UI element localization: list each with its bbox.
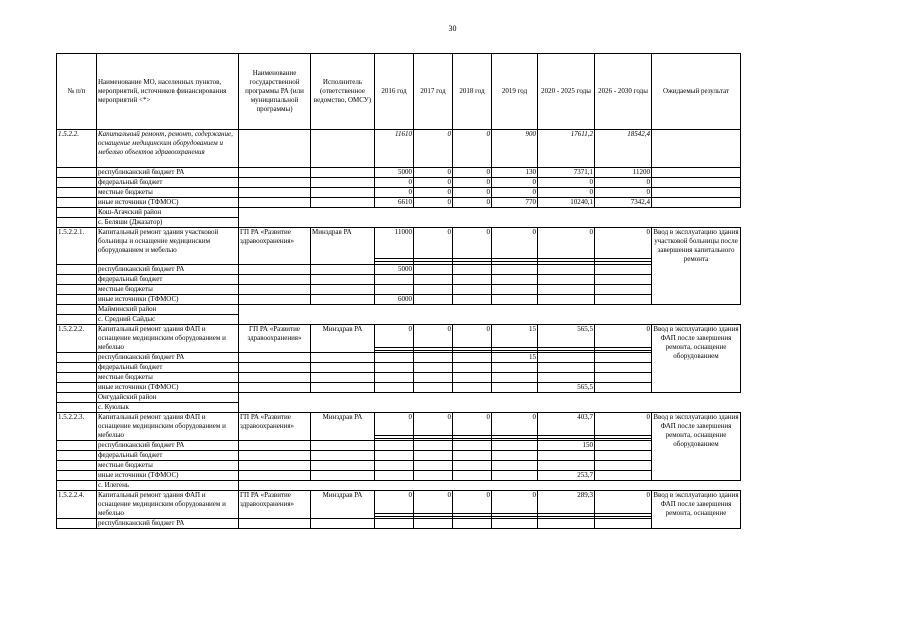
source-label: федеральный бюджет bbox=[97, 451, 239, 461]
source-label: местные бюджеты bbox=[97, 461, 239, 471]
page-number: 30 bbox=[448, 24, 457, 33]
table-row bbox=[57, 285, 741, 295]
table-row bbox=[57, 373, 741, 383]
value-cell: 0 bbox=[595, 228, 652, 259]
header-row bbox=[57, 54, 741, 130]
value-cell: 0 bbox=[453, 178, 492, 188]
district-label: Онгудайский район bbox=[97, 393, 239, 403]
value-cell: 0 bbox=[595, 178, 652, 188]
executor-cell: Минздрав РА bbox=[311, 491, 375, 519]
value-cell: 17611,2 bbox=[538, 130, 595, 168]
district-row bbox=[57, 208, 741, 218]
executor-cell: Минздрав РА bbox=[311, 228, 375, 265]
table-row bbox=[57, 228, 741, 259]
village-row bbox=[57, 481, 741, 491]
table-row bbox=[57, 130, 741, 168]
source-label: местные бюджеты bbox=[97, 285, 239, 295]
header-2026-2030: 2026 - 2030 годы bbox=[595, 54, 652, 130]
value-cell: 0 bbox=[453, 168, 492, 178]
row-name: Капитальный ремонт, ремонт, содержание, оснащение медицинским оборудованием и мебелью объектов здравоохранения bbox=[97, 130, 239, 168]
value-cell: 10240,1 bbox=[538, 198, 595, 208]
row-num: 1.5.2.2. bbox=[57, 130, 97, 168]
program-cell: ГП РА «Развитие здравоохранения» bbox=[239, 325, 311, 353]
table-row bbox=[57, 178, 741, 188]
source-label: иные источники (ТФМОС) bbox=[97, 471, 239, 481]
value-cell: 565,5 bbox=[538, 325, 595, 348]
program-cell: ГП РА «Развитие здравоохранения» bbox=[239, 491, 311, 519]
source-label: местные бюджеты bbox=[97, 373, 239, 383]
table-row bbox=[57, 441, 741, 451]
source-label: республиканский бюджет РА bbox=[97, 519, 239, 529]
value-cell: 5000 bbox=[375, 265, 414, 275]
value-cell: 6610 bbox=[375, 198, 414, 208]
result-cell: Ввод в эксплуатацию здания ФАП после завершения ремонта, оснащение bbox=[652, 491, 741, 529]
source-label: республиканский бюджет РА bbox=[97, 441, 239, 451]
table-row bbox=[57, 275, 741, 285]
value-cell: 289,3 bbox=[538, 491, 595, 514]
value-cell: 0 bbox=[375, 413, 414, 436]
value-cell: 0 bbox=[453, 188, 492, 198]
value-cell: 0 bbox=[375, 178, 414, 188]
header-2017: 2017 год bbox=[414, 54, 453, 130]
header-2019: 2019 год bbox=[492, 54, 538, 130]
value-cell: 18542,4 bbox=[595, 130, 652, 168]
table-row bbox=[57, 168, 741, 178]
district-label: Кош-Агачский район bbox=[97, 208, 239, 218]
value-cell: 565,5 bbox=[538, 383, 595, 393]
value-cell: 0 bbox=[414, 198, 453, 208]
value-cell: 253,7 bbox=[538, 471, 595, 481]
value-cell: 0 bbox=[492, 188, 538, 198]
header-2018: 2018 год bbox=[453, 54, 492, 130]
table-row bbox=[57, 265, 741, 275]
village-row bbox=[57, 315, 741, 325]
value-cell: 0 bbox=[453, 413, 492, 436]
table-row bbox=[57, 325, 741, 348]
value-cell: 0 bbox=[492, 228, 538, 259]
source-label: республиканский бюджет РА bbox=[97, 168, 239, 178]
program-cell: ГП РА «Развитие здравоохранения» bbox=[239, 413, 311, 441]
value-cell: 0 bbox=[375, 188, 414, 198]
executor-cell: Минздрав РА bbox=[311, 413, 375, 441]
table-row bbox=[57, 519, 741, 529]
value-cell: 0 bbox=[538, 228, 595, 259]
value-cell: 150 bbox=[538, 441, 595, 451]
value-cell: 0 bbox=[414, 228, 453, 259]
source-label: республиканский бюджет РА bbox=[97, 265, 239, 275]
header-program: Наименование государственной программы РА (или муниципальной программы) bbox=[239, 54, 311, 130]
source-label: местные бюджеты bbox=[97, 188, 239, 198]
value-cell: 11610 bbox=[375, 130, 414, 168]
source-label: федеральный бюджет bbox=[97, 275, 239, 285]
value-cell: 0 bbox=[414, 130, 453, 168]
village-label: с. Беляши (Джазатор) bbox=[97, 218, 239, 228]
program-table bbox=[56, 53, 741, 529]
table-row bbox=[57, 363, 741, 373]
value-cell: 0 bbox=[595, 491, 652, 514]
value-cell: 0 bbox=[453, 130, 492, 168]
table-row bbox=[57, 471, 741, 481]
row-name: Капитальный ремонт здания участковой больницы и оснащение медицинским оборудованием и мебелью bbox=[97, 228, 239, 265]
table-row bbox=[57, 383, 741, 393]
village-label: с. Илегень bbox=[97, 481, 239, 491]
value-cell: 0 bbox=[453, 198, 492, 208]
value-cell: 15 bbox=[492, 325, 538, 348]
value-cell: 7371,1 bbox=[538, 168, 595, 178]
district-row bbox=[57, 393, 741, 403]
source-label: республиканский бюджет РА bbox=[97, 353, 239, 363]
value-cell: 0 bbox=[414, 491, 453, 514]
village-label: с. Куюлык bbox=[97, 403, 239, 413]
header-executor: Исполнитель (ответственное ведомство, ОМСУ) bbox=[311, 54, 375, 130]
value-cell: 0 bbox=[538, 178, 595, 188]
header-num: № п/п bbox=[57, 54, 97, 130]
header-2016: 2016 год bbox=[375, 54, 414, 130]
value-cell: 0 bbox=[595, 188, 652, 198]
source-label: иные источники (ТФМОС) bbox=[97, 295, 239, 305]
value-cell: 11200 bbox=[595, 168, 652, 178]
row-name: Капитальный ремонт здания ФАП и оснащение медицинским оборудованием и мебелью bbox=[97, 491, 239, 519]
row-num: 1.5.2.2.3. bbox=[57, 413, 97, 441]
value-cell: 0 bbox=[375, 325, 414, 348]
village-label: с. Средний Сайдыс bbox=[97, 315, 239, 325]
value-cell: 5000 bbox=[375, 168, 414, 178]
row-name: Капитальный ремонт здания ФАП и оснащение медицинским оборудованием и мебелью bbox=[97, 325, 239, 353]
value-cell: 900 bbox=[492, 130, 538, 168]
result-cell: Ввод в эксплуатацию здания ФАП после завершения ремонта, оснащение оборудованием bbox=[652, 413, 741, 481]
source-label: иные источники (ТФМОС) bbox=[97, 383, 239, 393]
executor-cell: Минздрав РА bbox=[311, 325, 375, 353]
value-cell: 770 bbox=[492, 198, 538, 208]
value-cell: 0 bbox=[453, 491, 492, 514]
row-name: Капитальный ремонт здания ФАП и оснащение медицинским оборудованием и мебелью bbox=[97, 413, 239, 441]
value-cell: 0 bbox=[414, 168, 453, 178]
row-num: 1.5.2.2.1. bbox=[57, 228, 97, 265]
value-cell: 0 bbox=[414, 188, 453, 198]
value-cell: 7342,4 bbox=[595, 198, 652, 208]
header-name: Наименование МО, населенных пунктов, мероприятий, источников финансирования мероприятий <*> bbox=[97, 54, 239, 130]
value-cell: 403,7 bbox=[538, 413, 595, 436]
table-row bbox=[57, 451, 741, 461]
district-row bbox=[57, 305, 741, 315]
value-cell: 0 bbox=[414, 413, 453, 436]
value-cell: 11000 bbox=[375, 228, 414, 259]
value-cell: 0 bbox=[453, 228, 492, 259]
table-row bbox=[57, 188, 741, 198]
value-cell: 0 bbox=[492, 491, 538, 514]
table-row bbox=[57, 491, 741, 514]
source-label: федеральный бюджет bbox=[97, 363, 239, 373]
value-cell: 0 bbox=[595, 325, 652, 348]
table-row bbox=[57, 198, 741, 208]
value-cell: 0 bbox=[414, 325, 453, 348]
village-row bbox=[57, 403, 741, 413]
table-row bbox=[57, 353, 741, 363]
program-cell: ГП РА «Развитие здравоохранения» bbox=[239, 228, 311, 265]
value-cell: 0 bbox=[492, 413, 538, 436]
table-row bbox=[57, 295, 741, 305]
result-cell: Ввод в эксплуатацию здания ФАП после завершения ремонта, оснащение оборудованием bbox=[652, 325, 741, 393]
value-cell: 15 bbox=[492, 353, 538, 363]
value-cell: 0 bbox=[375, 491, 414, 514]
value-cell: 0 bbox=[595, 413, 652, 436]
row-num: 1.5.2.2.2. bbox=[57, 325, 97, 353]
row-num: 1.5.2.2.4. bbox=[57, 491, 97, 519]
district-label: Майминский район bbox=[97, 305, 239, 315]
source-label: иные источники (ТФМОС) bbox=[97, 198, 239, 208]
value-cell: 0 bbox=[453, 325, 492, 348]
table-row bbox=[57, 413, 741, 436]
source-label: федеральный бюджет bbox=[97, 178, 239, 188]
village-row bbox=[57, 218, 741, 228]
table-row bbox=[57, 461, 741, 471]
value-cell: 0 bbox=[414, 178, 453, 188]
value-cell: 0 bbox=[492, 178, 538, 188]
header-2020-2025: 2020 - 2025 годы bbox=[538, 54, 595, 130]
result-cell: Ввод в эксплуатацию здания участковой больницы после завершения капитального ремонта bbox=[652, 228, 741, 305]
header-result: Ожидаемый результат bbox=[652, 54, 741, 130]
value-cell: 130 bbox=[492, 168, 538, 178]
value-cell: 6000 bbox=[375, 295, 414, 305]
value-cell: 0 bbox=[538, 188, 595, 198]
